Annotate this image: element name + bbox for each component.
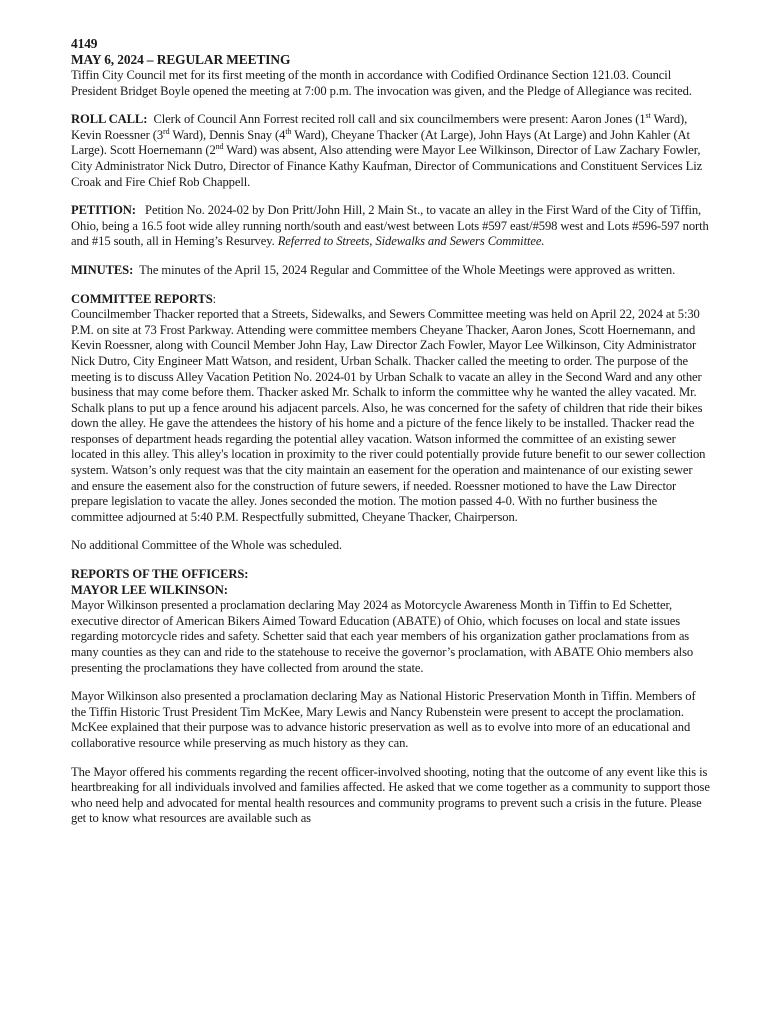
petition-heading: PETITION: [71, 203, 136, 218]
roll-call-text-2: Ward), Kevin Roessner (3 [71, 112, 688, 142]
minutes-section [71, 263, 710, 279]
petition-section [71, 203, 710, 250]
petition-referral: Referred to Streets, Sidewalks and Sewers Committee. [277, 234, 545, 249]
mayor-paragraph-2: Mayor Wilkinson also presented a proclamation declaring May as National Historic Preservation Month in Tiffin. Members of the Tiffin Historic Trust President Tim McKee, Mary Lewis and Nancy Rubenstein were present to accept the proclamation. McKee explained that their purpose was to advance historic preservation as well as to evolve into more of an educational and collaborative resource while preserving as much history as they can. [71, 689, 696, 750]
mayor-heading: MAYOR LEE WILKINSON: [71, 582, 228, 597]
roll-call-text-3: Ward), Dennis Snay (4 [169, 127, 286, 142]
ordinal-sup: nd [215, 142, 224, 152]
mayor-paragraph-3: The Mayor offered his comments regarding the recent officer-involved shooting, noting that the outcome of any event like this is heartbreaking for all individuals involved and families affected. He asked that we come together as a community to support those who need help and advocated for mental health resources and community programs to prevent such a crisis in the future. Please get to know what resources are available such as [71, 764, 710, 826]
roll-call-heading: ROLL CALL: [71, 112, 148, 127]
officers-heading: REPORTS OF THE OFFICERS: [71, 567, 249, 582]
roll-call-text-4: Ward), Cheyane Thacker (At Large), John Hays (At Large) and John Kahler (At Large). Scott Hoernemann (2 [71, 127, 690, 158]
roll-call-text-5: Ward) was absent, Also attending were Mayor Lee Wilkinson, Director of Law Zachary Fowler, City Administrator Nick Dutro, Director of Finance Kathy Kaufman, Director of Communications and Constituent Services Liz Croak and Fire Chief Rob Chappell. [71, 143, 703, 189]
committee-report-text: Councilmember Thacker reported that a Streets, Sidewalks, and Sewers Committee meeting was held on April 22, 2024 at 5:30 P.M. on site at 73 Frost Parkway. Attending were committee members Cheyane Thacker, Aaron Jones, Scott Hoernemann, and Kevin Roessner, along with Council Member John Hay, Law Director Zach Fowler, Mayor Lee Wilkinson, City Administrator Nick Dutro, City Engineer Matt Watson, and resident, Urban Schalk. Thacker called the meeting to order. The purpose of the meeting is to discuss Alley Vacation Petition No. 2024-01 by Urban Schalk to vacate an alley in the Second Ward and any other business that may come before them. Thacker asked Mr. Schalk to inform the committee why he wanted the alley vacated. Mr. Schalk plans to put up a fence around his adjacent parcels. Also, he was concerned for the safety of children that ride their bikes down the alley. He gave the attendees the history of his home and a picture of the fence likely to be installed. Thacker read the responses of department heads regarding the potential alley vacation. Watson informed the committee of an existing sewer located in this alley. This alley's location in proximity to the river could potentially provide future benefit to our sewer collection system. Watson’s only request was that the city maintain an easement for the operation and maintenance of our existing sewer and ensure the easement also for the construction of future sewers, if needed. Roessner motioned to have the Law Director prepare legislation to vacate the alley. Jones seconded the motion. The motion passed 4-0. With no further business the committee adjourned at 5:40 P.M. Respectfully submitted, Cheyane Thacker, Chairperson. [71, 307, 706, 524]
intro-paragraph: Tiffin City Council met for its first meeting of the month in accordance with Codified Ordinance Section 121.03. Council President Bridget Boyle opened the meeting at 7:00 p.m. The invocation was given, and the Pledge of Allegiance was recited. [71, 68, 692, 98]
minutes-document [71, 36, 710, 827]
mayor-paragraph-1: Mayor Wilkinson presented a proclamation declaring May 2024 as Motorcycle Awareness Month in Tiffin to Ed Schetter, executive director of American Bikers Aimed Toward Education (ABATE) of Ohio, which focuses on local and state issues regarding motorcycle rides and safety. Schetter said that each year members of his organization gather proclamations from as many counties as they can and ride to the statehouse to receive the governor’s proclamation, with ABATE Ohio members also presenting the proclamations they have collected from around the state. [71, 598, 694, 675]
page-number: 4149 [71, 36, 98, 51]
ordinal-sup: st [645, 111, 651, 120]
minutes-text: The minutes of the April 15, 2024 Regular and Committee of the Whole Meetings were approved as written. [139, 262, 676, 277]
roll-call-section [71, 112, 710, 190]
ordinal-sup: th [285, 126, 292, 136]
minutes-heading: MINUTES: [71, 262, 134, 277]
petition-text: Petition No. 2024-02 by Don Pritt/John Hill, 2 Main St., to vacate an alley in the First Ward of the City of Tiffin, Ohio, being a 16.5 foot wide alley running north/south and east/west between Lots #597 east/#598 west and Lots #596-597 north and #15 south, all in Heming’s Resurvey. [71, 203, 709, 249]
roll-call-text-1: Clerk of Council Ann Forrest recited roll call and six councilmembers were present: Aaron Jones (1 [153, 112, 646, 127]
ordinal-sup: rd [163, 126, 170, 136]
meeting-title: MAY 6, 2024 – REGULAR MEETING [71, 52, 291, 67]
committee-of-whole-note: No additional Committee of the Whole was scheduled. [71, 538, 342, 553]
committee-reports-heading: COMMITTEE REPORTS: [71, 291, 217, 306]
